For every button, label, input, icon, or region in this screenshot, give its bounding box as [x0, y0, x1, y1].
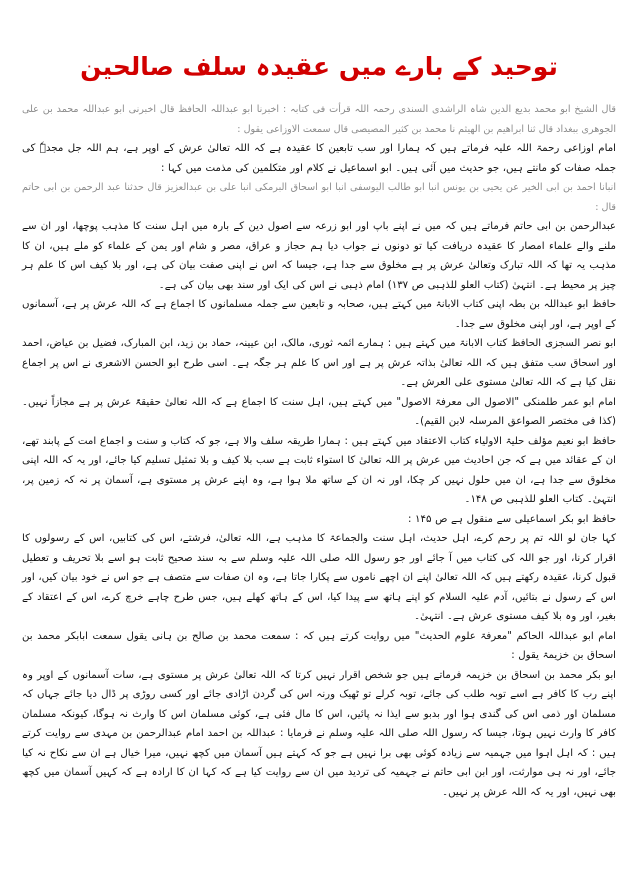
- body-paragraph: حافظ ابو بکر اسماعیلی سے منقول ہے ص ۱۴۵ :: [407, 513, 616, 525]
- body-paragraph: ابو بکر محمد بن اسحاق بن خزیمہ فرماتے ہیں جو شخص اقرار نہیں کرتا کہ اللہ تعالیٰ عرش پر مستوی ہے، سات آسمانوں کے اوپر وہ اپنے رب کا کافر ہے اسے توبہ طلب کی جائے، توبہ کرلے تو ٹھیک ورنہ اس کی گردن اڑادی جائے اور کسی روڑی پر ڈال دیا جائے جہاں کہ مسلمان اور ذمی اس کی گندی ہوا اور بدبو سے ایذا نہ پائیں، اس کا مال فئی ہے، کوئی مسلمان اس کا وارث نہ ہوگا، کیونکہ مسلمان کافر کا وارث نہیں ہوتا، جیسا کہ رسول اللہ صلی اللہ علیہ وسلم نے فرمایا : عبداللہ بن احمد امام عبدالرحمن بن مہدی سے روایت کرتے ہیں : کہ اہل اہوا میں جہمیہ سے زیادہ کوئی بھی برا نہیں ہے جو کہ کہتے ہیں آسمان میں کچھ نہیں، میرا خیال ہے ان سے نکاح نہ کیا جائے، اور نہ ہی موارثت، اور ابن ابی حاتم نے جہمیہ کی تردید میں ان سے روایت کیا ہے کہ کہا ان کا ارادہ ہے کہ کہیں آسمان میں کچھ بھی نہیں، اور یہ کہ اللہ عرش پر نہیں۔: [22, 669, 616, 798]
- document-title: توحید کے بارے میں عقیدہ سلف صالحین: [80, 52, 558, 81]
- body-paragraph: ابو نصر السجزی الحافظ کتاب الابانۃ میں کہتے ہیں : ہمارے ائمہ ثوری، مالک، ابن عیینہ، حماد بن زید، ابن المبارک، فضیل بن عیاض، احمد اور اسحاق سب متفق ہیں کہ اللہ تعالیٰ بذاتہ عرش پر ہے اور اس کا علم ہر جگہ ہے۔ اسی طرح ابو الحسن الاشعری نے اس پر اجماع نقل کیا ہے کہ اللہ تعالیٰ مستوی علی العرش ہے۔: [22, 338, 616, 388]
- isnad-paragraph: انبانا احمد بن ابی الخیر عن یحیی بن یونس انبا ابو طالب الیوسفی انبا ابو اسحاق البرمکی انبا علی بن عبدالعزیز قال حدثنا عبد الرحمن بن ابی حاتم قال :: [22, 182, 616, 213]
- body-paragraph: امام اوزاعی رحمۃ اللہ علیہ فرماتے ہیں کہ ہمارا اور سب تابعین کا عقیدہ ہے کہ اللہ تعالیٰ عرش کے اوپر ہے، ہم اللہ جل مجدہٗ کی جملہ صفات کو مانتے ہیں، جو حدیث میں آئی ہیں۔ ابو اسماعیل نے کلام اور متکلمین کی مذمت میں کہا :: [22, 143, 616, 174]
- body-paragraph: حافظ ابو نعیم مؤلف حلیۃ الاولیاء کتاب الاعتقاد میں کہتے ہیں : ہمارا طریقہ سلف والا ہے، جو کہ کتاب و سنت و اجماع امت کے پابند تھے، ان کے عقائد میں ہے کہ جن احادیث میں عرش پر اللہ تعالیٰ کا استواء ثابت ہے سب بلا کیف و بلا تمثیل تسلیم کیا جائے، اور یہ کہ اللہ اپنی مخلوق سے جدا ہے، ان میں حلول نہیں کر چکا، اور نہ ان کے ساتھ ملا ہوا ہے، وہ اپنے عرش پر مستوی ہے، آسمان پر نہ کہ زمین پر، انتہیٰ۔ کتاب العلو للذہبی ص ۱۴۸۔: [22, 435, 616, 505]
- body-paragraph: کہا جان لو اللہ تم پر رحم کرے، اہل حدیث، اہل سنت والجماعۃ کا مذہب ہے، اللہ تعالیٰ، فرشتے، اس کی کتابیں، اس کے رسولوں کا اقرار کرنا، اور جو اللہ کی کتاب میں آ جائے اور جو رسول اللہ صلی اللہ علیہ وسلم سے بہ سند صحیح ثابت ہو اسے بلا تحریف و تعطیل قبول کرنا، عقیدہ رکھتے ہیں کہ اللہ تعالیٰ اپنے ان اچھے ناموں سے پکارا جاتا ہے، وہ ان صفات سے متصف ہے جو اس نے خود بیان کیں، اور اس کے رسول نے بتائیں، آدم علیہ السلام کو اپنے ہاتھ سے پیدا کیا، اس کے ہاتھ کھلے ہیں، جس طرح چاہے خرچ کرے، اس کے اعتقاد کے بغیر، اور وہ بلا کیف مستوی عرش ہے۔ انتہیٰ۔: [22, 533, 616, 622]
- body-paragraph: حافظ ابو عبداللہ بن بطہ اپنی کتاب الابانۃ میں کہتے ہیں، صحابہ و تابعین سے جملہ مسلمانوں کا اجماع ہے کہ اللہ عرش پر ہے، آسمانوں کے اوپر ہے، اور اپنی مخلوق سے جدا۔: [22, 299, 616, 330]
- body-paragraph: عبدالرحمن بن ابی حاتم فرماتے ہیں کہ میں نے اپنے باپ اور ابو زرعہ سے اصول دین کے بارہ میں اہل سنت کا مذہب پوچھا، اور ان سے ملنے والے علماء امصار کا عقیدہ دریافت کیا تو دونوں نے جواب دیا ہم حجاز و عراق، مصر و شام اور یمن کے علماء کو ملے ہیں، ان کا مذہب یہ تھا کہ اللہ تبارک وتعالیٰ عرش پر ہے مخلوق سے جدا ہے، جیسا کہ اس نے اپنی صفت بیان کی ہے، اور بلا کیف اس کا علم ہر چیز پر محیط ہے۔ انتہیٰ (کتاب العلو للذہبی ص ۱۳۷) امام ذہبی نے اس کی ایک اور سند بھی بیان کی ہے۔: [22, 221, 616, 291]
- isnad-paragraph: قال الشیخ ابو محمد بدیع الدین شاہ الراشدی السندی رحمہ اللہ قرأت فی کتابہ : اخبرنا ابو عبداللہ الحافظ قال اخبرنی ابو عبداللہ محمد بن علی الجوهری ببغداد قال ثنا ابراهیم بن الهیثم نا محمد بن کثیر المصیصی قال سمعت الاوزاعی یقول :: [22, 104, 616, 135]
- body-paragraph: امام ابو عبداللہ الحاکم "معرفۃ علوم الحدیث" میں روایت کرتے ہیں کہ : سمعت محمد بن صالح بن ہانی یقول سمعت ابابکر محمد بن اسحاق بن خزیمۃ یقول :: [22, 630, 616, 661]
- body-paragraph: امام ابو عمر طلمنکی "الاصول الی معرفۃ الاصول" میں کہتے ہیں، اہل سنت کا اجماع ہے کہ اللہ تعالیٰ حقیقۃً عرش پر ہے مجازاً نہیں۔ (کذا فی مختصر الصواعق المرسلہ لابن القیم)۔: [22, 396, 616, 427]
